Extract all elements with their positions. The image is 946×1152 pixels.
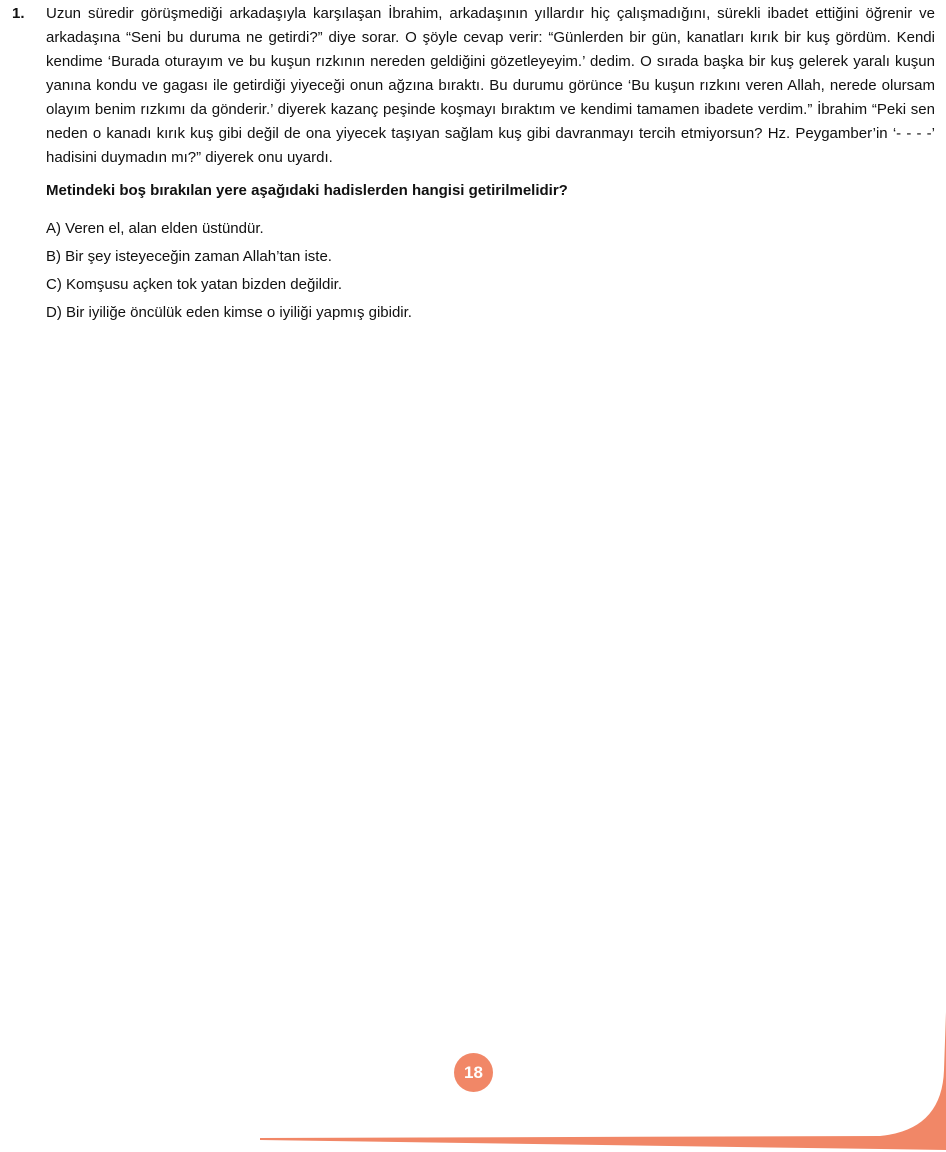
question-body (46, 2, 935, 327)
option-c[interactable]: C) Komşusu açken tok yatan bizden değildir. (46, 276, 342, 293)
answer-options (46, 215, 935, 327)
page-number-badge: 18 (454, 1053, 493, 1092)
question-prompt: Metindeki boş bırakılan yere aşağıdaki hadislerden hangisi getirilmelidir? (46, 182, 568, 199)
option-a[interactable]: A) Veren el, alan elden üstündür. (46, 220, 264, 237)
option-b[interactable]: B) Bir şey isteyeceğin zaman Allah’tan iste. (46, 248, 332, 265)
option-d[interactable]: D) Bir iyiliğe öncülük eden kimse o iyiliği yapmış gibidir. (46, 304, 412, 321)
question-number: 1. (12, 5, 25, 22)
question-text: Uzun süredir görüşmediği arkadaşıyla karşılaşan İbrahim, arkadaşının yıllardır hiç çalışmadığını, sürekli ibadet ettiğini öğrenir ve arkadaşına “Seni bu duruma ne getirdi?” diye sorar. O şöyle cevap verir: “Günlerden bir gün, kanatları kırık bir kuş gördüm. Kendi kendime ‘Burada oturayım ve bu kuşun rızkının nereden geldiğini gözetleyeyim.’ dedim. O sırada başka bir kuş gelerek yaralı kuşun yanına kondu ve gagası ile getirdiği yiyeceği onun ağzına bıraktı. Bu durumu görünce ‘Bu kuşun rızkını veren Allah, nerede olursam olayım benim rızkımı da gönderir.’ diyerek kazanç peşinde koşmayı bıraktım ve kendimi tamamen ibadete verdim.” İbrahim “Peki sen neden o kanadı kırık kuş gibi değil de ona yiyecek taşıyan sağlam kuş gibi davranmayı tercih etmiyorsun? Hz. Peygamber’in ‘- - - -’ hadisini duymadın mı?” diyerek onu uyardı. (46, 5, 935, 166)
